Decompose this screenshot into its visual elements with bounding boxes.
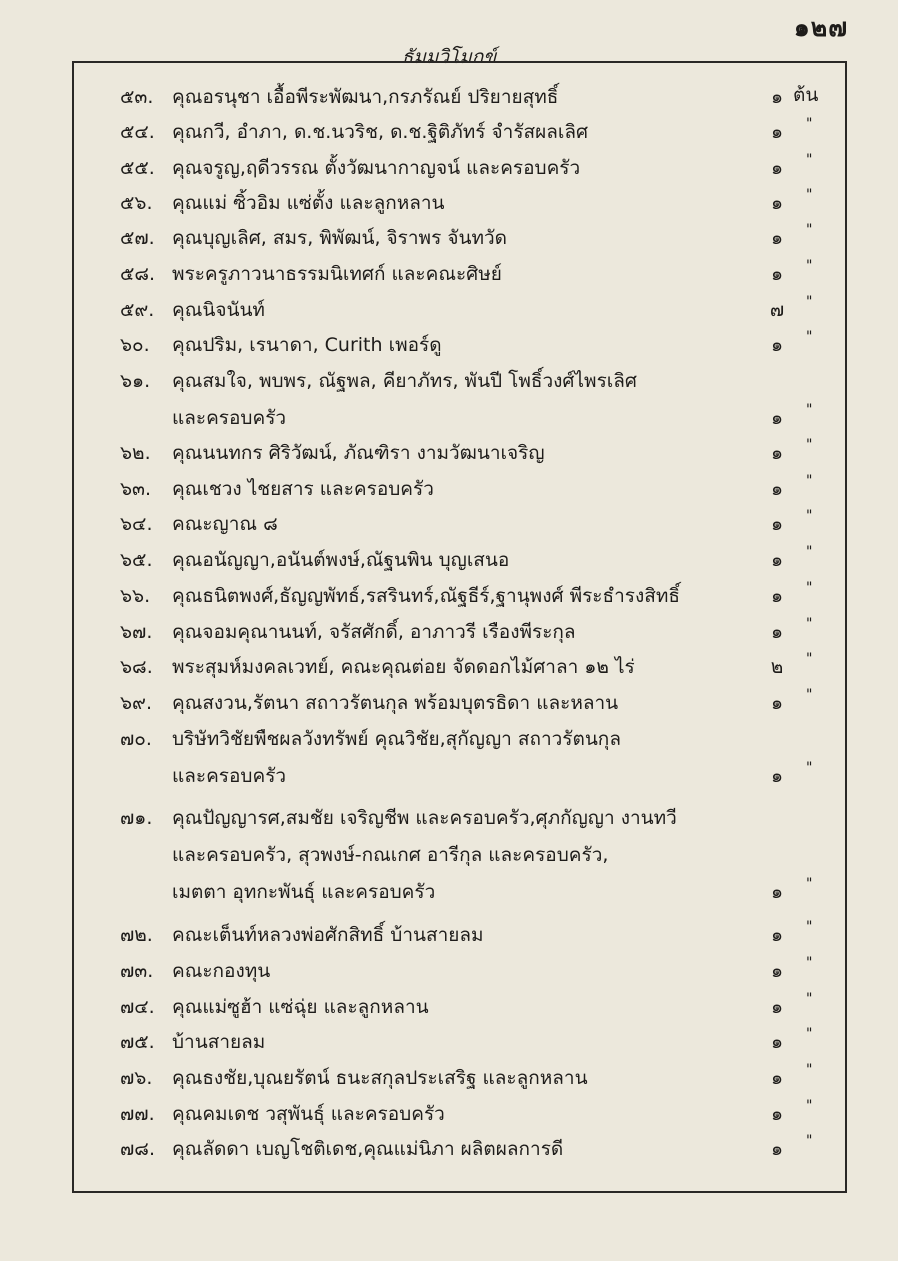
entry-number: ๖๓. bbox=[120, 478, 152, 500]
ditto-mark: " bbox=[806, 1062, 813, 1078]
entry-number: ๕๘. bbox=[120, 263, 156, 285]
entry-quantity: ๑ bbox=[770, 478, 784, 500]
ditto-mark: " bbox=[806, 473, 813, 489]
entry-text-line: พระสุมห์มงคลเวทย์, คณะคุณต่อย จัดดอกไม้ศาลา ๑๒ ไร่ bbox=[172, 656, 635, 678]
entry-number: ๕๕. bbox=[120, 157, 155, 179]
entry-number: ๗๒. bbox=[120, 924, 153, 946]
entry-text-line: คุณลัดดา เบญโชติเดช,คุณแม่นิภา ผลิตผลการดี bbox=[172, 1138, 564, 1160]
entry-quantity: ๑ bbox=[770, 960, 784, 982]
entry-text-line: คณะญาณ ๘ bbox=[172, 513, 278, 535]
entry-quantity: ๑ bbox=[770, 513, 784, 535]
ditto-mark: " bbox=[806, 580, 813, 596]
entry-quantity: ๑ bbox=[770, 549, 784, 571]
entry-text-line: คุณนิจนันท์ bbox=[172, 299, 265, 321]
ditto-mark: " bbox=[806, 955, 813, 971]
entry-text-line: คุณคมเดช วสุพันธุ์ และครอบครัว bbox=[172, 1103, 445, 1125]
ditto-mark: " bbox=[806, 991, 813, 1007]
page-number: ๑๒๗ bbox=[793, 13, 848, 42]
entry-text-line: และครอบครัว, สุวพงษ์-กณเกศ อารีกุล และครอบครัว, bbox=[172, 844, 609, 866]
unit-label: ต้น bbox=[793, 84, 819, 106]
entry-text-line: คณะเต็นท์หลวงพ่อศักสิทธิ์ บ้านสายลม bbox=[172, 924, 484, 946]
entry-text-line: คุณสมใจ, พบพร, ณัฐพล, คียาภัทร, พันปี โพธิ์วงศ์ไพรเลิศ bbox=[172, 370, 637, 392]
ditto-mark: " bbox=[806, 508, 813, 524]
entry-number: ๖๑. bbox=[120, 370, 151, 392]
entry-text-line: คุณจอมคุณานนท์, จรัสศักดิ์, อาภาวรี เรืองพีระกุล bbox=[172, 621, 576, 643]
entry-number: ๕๙. bbox=[120, 299, 155, 321]
entry-text-line: คุณเชวง ไชยสาร และครอบครัว bbox=[172, 478, 434, 500]
entry-quantity: ๑ bbox=[770, 227, 784, 249]
ditto-mark: " bbox=[806, 1133, 813, 1149]
entry-number: ๖๕. bbox=[120, 549, 153, 571]
ditto-mark: " bbox=[806, 437, 813, 453]
entry-text-line: คุณบุญเลิศ, สมร, พิพัฒน์, จิราพร จันทวัด bbox=[172, 227, 507, 249]
entry-text-line: บ้านสายลม bbox=[172, 1031, 266, 1053]
entry-text-line: เมตตา อุทกะพันธุ์ และครอบครัว bbox=[172, 881, 436, 903]
entry-quantity: ๑ bbox=[770, 996, 784, 1018]
entry-text-line: คุณนนทกร ศิริวัฒน์, ภัณฑิรา งามวัฒนาเจริญ bbox=[172, 442, 545, 464]
entry-text-line: บริษัทวิชัยพืชผลวังทรัพย์ คุณวิชัย,สุกัญญา สถาวรัตนกุล bbox=[172, 728, 621, 750]
entry-quantity: ๗ bbox=[769, 299, 785, 321]
ditto-mark: " bbox=[806, 760, 813, 776]
entry-text-line: คุณอนัญญา,อนันต์พงษ์,ณัฐนพิน บุญเสนอ bbox=[172, 549, 510, 571]
entry-quantity: ๑ bbox=[770, 621, 784, 643]
entry-number: ๗๕. bbox=[120, 1031, 155, 1053]
entry-number: ๖๙. bbox=[120, 692, 153, 714]
ditto-mark: " bbox=[806, 116, 813, 132]
entry-number: ๕๓. bbox=[120, 86, 154, 108]
entry-quantity: ๑ bbox=[770, 765, 784, 787]
ditto-mark: " bbox=[806, 152, 813, 168]
entry-quantity: ๑ bbox=[770, 407, 784, 429]
entry-number: ๗๑. bbox=[120, 807, 153, 829]
ditto-mark: " bbox=[806, 222, 813, 238]
ditto-mark: " bbox=[806, 187, 813, 203]
ditto-mark: " bbox=[806, 919, 813, 935]
entry-quantity: ๑ bbox=[770, 86, 784, 108]
entry-quantity: ๑ bbox=[770, 585, 784, 607]
ditto-mark: " bbox=[806, 544, 813, 560]
entry-quantity: ๑ bbox=[770, 1031, 784, 1053]
entry-text-line: และครอบครัว bbox=[172, 765, 287, 787]
entry-quantity: ๑ bbox=[770, 442, 784, 464]
ditto-mark: " bbox=[806, 651, 813, 667]
entry-number: ๗๖. bbox=[120, 1067, 153, 1089]
entry-text-line: พระครูภาวนาธรรมนิเทศก์ และคณะศิษย์ bbox=[172, 263, 502, 285]
entry-quantity: ๑ bbox=[770, 924, 784, 946]
entry-quantity: ๑ bbox=[770, 881, 784, 903]
ditto-mark: " bbox=[806, 1026, 813, 1042]
entry-number: ๕๗. bbox=[120, 227, 155, 249]
entry-text-line: คุณแม่ ซิ้วอิม แซ่ตั้ง และลูกหลาน bbox=[172, 192, 445, 214]
entry-quantity: ๑ bbox=[770, 121, 784, 143]
entry-number: ๗๐. bbox=[120, 728, 152, 750]
entry-number: ๖๗. bbox=[120, 621, 153, 643]
entry-quantity: ๑ bbox=[770, 334, 784, 356]
ditto-mark: " bbox=[806, 294, 813, 310]
ditto-mark: " bbox=[806, 258, 813, 274]
entry-number: ๖๒. bbox=[120, 442, 151, 464]
entry-quantity: ๑ bbox=[770, 1138, 784, 1160]
entry-text-line: คุณสงวน,รัตนา สถาวรัตนกุล พร้อมบุตรธิดา และหลาน bbox=[172, 692, 619, 714]
ditto-mark: " bbox=[806, 402, 813, 418]
entry-text-line: คุณอรนุชา เอื้อพีระพัฒนา,กรภรัณย์ ปริยายสุทธิ์ bbox=[172, 86, 559, 108]
entry-number: ๖๐. bbox=[120, 334, 150, 356]
entry-text-line: และครอบครัว bbox=[172, 407, 287, 429]
ditto-mark: " bbox=[806, 687, 813, 703]
entry-number: ๖๘. bbox=[120, 656, 153, 678]
entry-text-line: คุณธงชัย,บุณยรัตน์ ธนะสกุลประเสริฐ และลูกหลาน bbox=[172, 1067, 588, 1089]
entry-text-line: คุณจรูญ,ฤดีวรรณ ตั้งวัฒนากาญจน์ และครอบครัว bbox=[172, 157, 581, 179]
entry-quantity: ๑ bbox=[770, 157, 784, 179]
entry-number: ๗๗. bbox=[120, 1103, 155, 1125]
entry-quantity: ๑ bbox=[770, 692, 784, 714]
entry-number: ๗๓. bbox=[120, 960, 154, 982]
entry-number: ๗๘. bbox=[120, 1138, 155, 1160]
entry-quantity: ๑ bbox=[770, 1103, 784, 1125]
entry-number: ๗๔. bbox=[120, 996, 155, 1018]
ditto-mark: " bbox=[806, 616, 813, 632]
ditto-mark: " bbox=[806, 876, 813, 892]
entry-number: ๕๖. bbox=[120, 192, 153, 214]
running-title: ธัมมวิโมกข์ bbox=[401, 46, 497, 68]
entry-quantity: ๑ bbox=[770, 263, 784, 285]
entry-quantity: ๑ bbox=[770, 1067, 784, 1089]
entry-text-line: คุณปัญญารศ,สมชัย เจริญชีพ และครอบครัว,ศุภกัญญา งานทวี bbox=[172, 807, 677, 829]
ditto-mark: " bbox=[806, 1098, 813, 1114]
entry-number: ๖๔. bbox=[120, 513, 153, 535]
entry-number: ๖๖. bbox=[120, 585, 151, 607]
entry-text-line: คณะกองทุน bbox=[172, 960, 271, 982]
entry-text-line: คุณกวี, อำภา, ด.ช.นวริช, ด.ช.ฐิติภัทร์ จำรัสผลเลิศ bbox=[172, 121, 589, 143]
entry-number: ๕๔. bbox=[120, 121, 155, 143]
entry-text-line: คุณปริม, เรนาดา, Curith เพอร์ดู bbox=[172, 334, 442, 356]
entry-quantity: ๒ bbox=[770, 656, 784, 678]
entry-text-line: คุณแม่ซูฮ้า แซ่ฉุ่ย และลูกหลาน bbox=[172, 996, 429, 1018]
entry-text-line: คุณธนิตพงศ์,ธัญญพัทธ์,รสรินทร์,ณัฐธีร์,ฐานุพงศ์ พีระธำรงสิทธิ์ bbox=[172, 585, 680, 607]
entry-quantity: ๑ bbox=[770, 192, 784, 214]
ditto-mark: " bbox=[806, 329, 813, 345]
